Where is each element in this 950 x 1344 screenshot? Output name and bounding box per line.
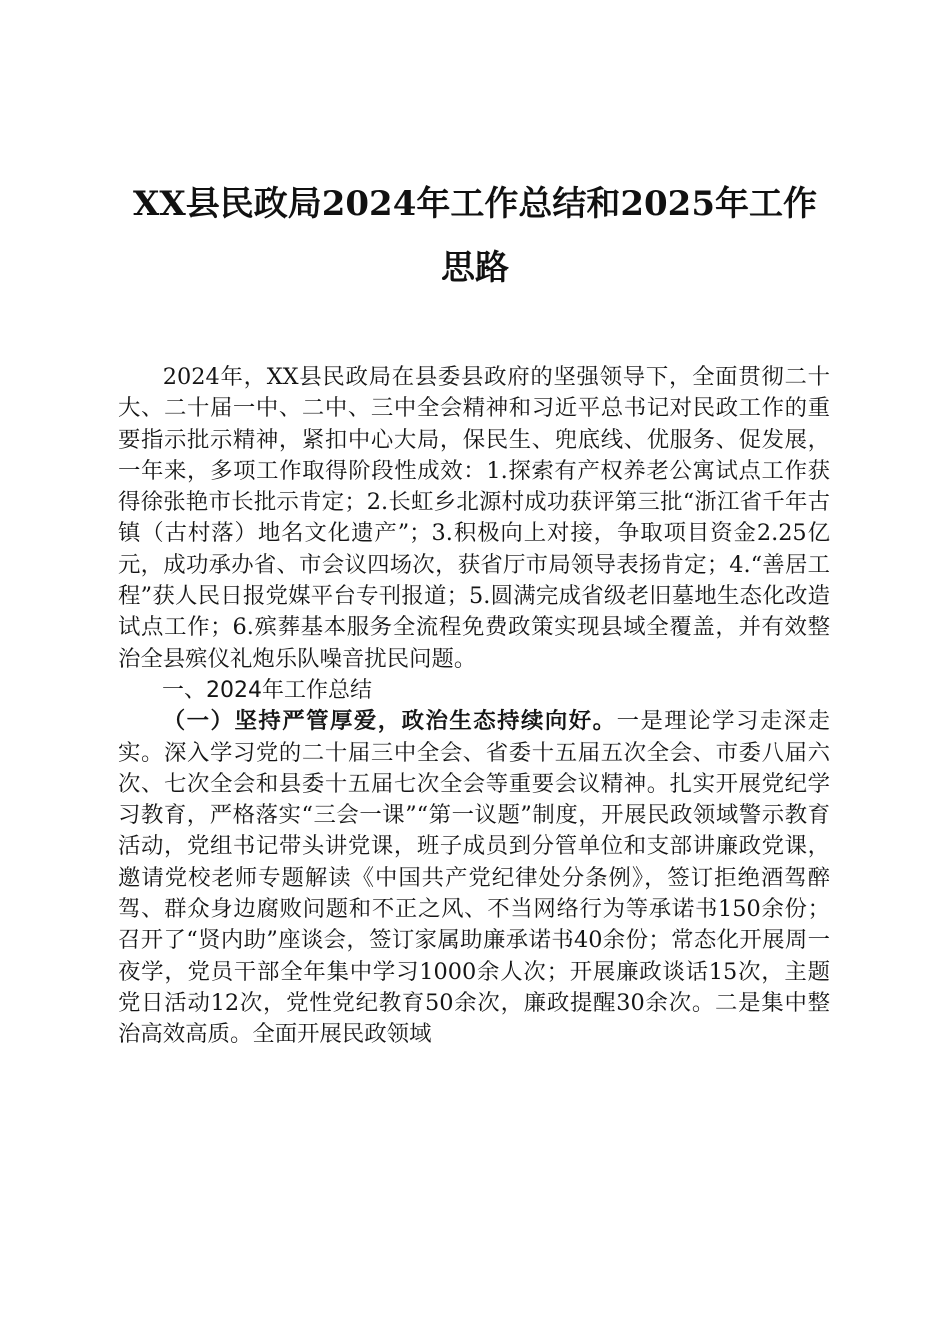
document-title xyxy=(110,172,840,300)
subsection-body-1: 一是理论学习走深走实。深入学习党的二十届三中全会、省委十五届五次全会、市委八届六次、七次全会和县委十五届七次全会等重要会议精神。扎实开展党纪学习教育，严格落实“三会一课”“第一议题”制度，开展民政领域警示教育活动，党组书记带头讲党课，班子成员到分管单位和支部讲廉政党课，邀请党校老师专题解读《中国共产党纪律处分条例》，签订拒绝酒驾醉驾、群众身边腐败问题和不正之风、不当网络行为等承诺书150余份；召开了“贤内助”座谈会，签订家属助廉承诺书40余份；常态化开展周一夜学，党员干部全年集中学习1000余人次；开展廉政谈话15次，主题党日活动12次，党性党纪教育50余次，廉政提醒30余次。二是集中整治高效高质。全面开展民政领域 xyxy=(118,708,831,1048)
subsection-heading-1: （一）坚持严管厚爱，政治生态持续向好。 xyxy=(162,708,617,735)
document-body xyxy=(118,362,830,1051)
section-heading-work-summary: 一、2024年工作总结 xyxy=(162,677,372,703)
document-title-line-1: XX县民政局2024年工作总结和2025年工作 xyxy=(132,184,818,224)
subsection-paragraph-1 xyxy=(118,706,830,1050)
document-title-line-2: 思路 xyxy=(441,248,509,288)
intro-paragraph: 2024年，XX县民政局在县委县政府的坚强领导下，全面贯彻二十大、二十届一中、二中、三中全会精神和习近平总书记对民政工作的重要指示批示精神，紧扣中心大局，保民生、兜底线、优服务、促发展，一年来，多项工作取得阶段性成效：1.探索有产权养老公寓试点工作获得徐张艳市长批示肯定；2.长虹乡北源村成功获评第三批“浙江省千年古镇（古村落）地名文化遗产”；3.积极向上对接，争取项目资金2.25亿元，成功承办省、市会议四场次，获省厅市局领导表扬肯定；4.“善居工程”获人民日报党媒平台专刊报道；5.圆满完成省级老旧墓地生态化改造试点工作；6.殡葬基本服务全流程免费政策实现县域全覆盖，并有效整治全县殡仪礼炮乐队噪音扰民问题。 xyxy=(118,364,830,672)
